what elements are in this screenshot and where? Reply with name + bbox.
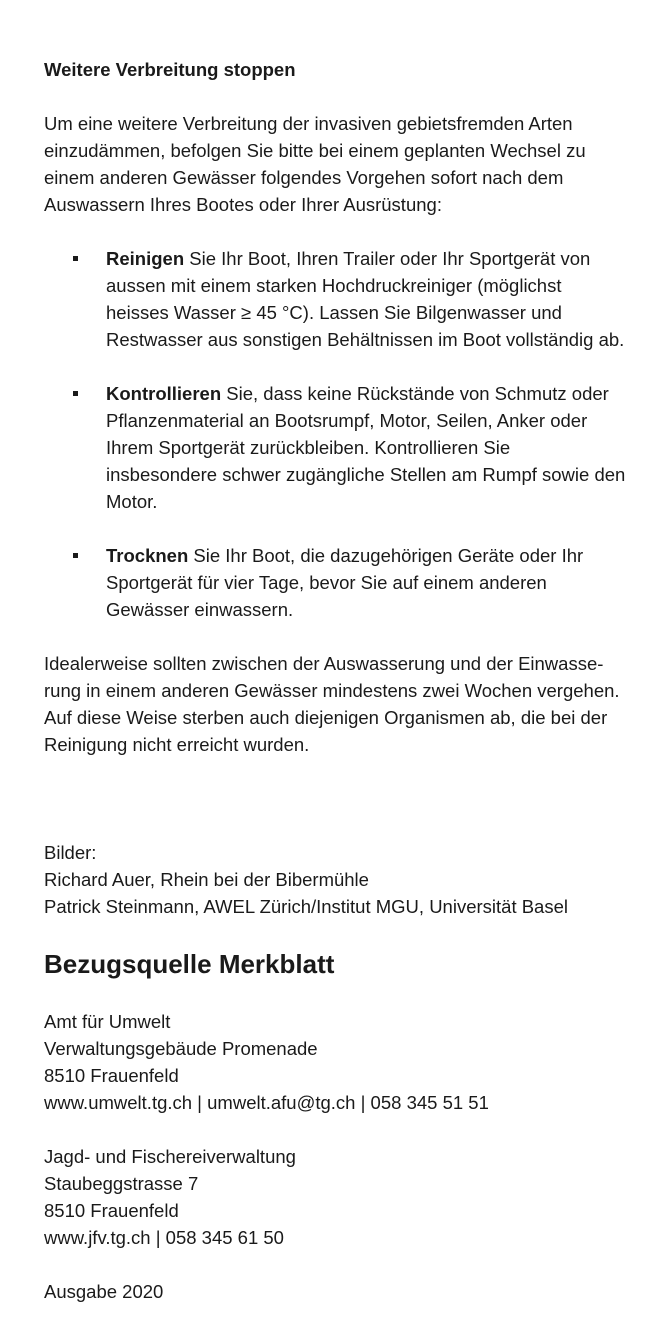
step-text: Sie Ihr Boot, Ihren Trailer oder Ihr Sportgerät von aussen mit einem starken Hochdruckreiniger (möglichst heisses Wasser ≥ 45 °C). Lassen Sie Bilgenwasser und Restwasser aus sonstigen Behältnissen im Boot vollständig ab. <box>106 248 625 350</box>
list-item-kontrollieren <box>44 380 626 515</box>
office-city: 8510 Frauenfeld <box>44 1065 179 1086</box>
office-contact: www.umwelt.tg.ch | umwelt.afu@tg.ch | 058 345 51 51 <box>44 1092 489 1113</box>
step-text: Sie Ihr Boot, die dazugehörigen Geräte oder Ihr Sportgerät für vier Tage, bevor Sie auf einem anderen Gewässer einwassern. <box>106 545 584 620</box>
office-name: Amt für Umwelt <box>44 1011 171 1032</box>
office-street: Staubeggstrasse 7 <box>44 1173 199 1194</box>
step-term: Trocknen <box>106 545 189 566</box>
address-block-jfv <box>44 1143 626 1251</box>
step-term: Kontrollieren <box>106 383 222 404</box>
bullet-square-icon <box>73 391 78 396</box>
step-text: Sie, dass keine Rückstände von Schmutz oder Pflanzenmaterial an Bootsrumpf, Motor, Seilen, Anker oder Ihrem Sportgerät zurückbleiben. Kontrollieren Sie insbesondere schwer zugängliche Stellen am Rumpf sowie den Motor. <box>106 383 626 512</box>
image-credits <box>44 839 626 920</box>
address-block-afu <box>44 1008 626 1116</box>
office-contact: www.jfv.tg.ch | 058 345 61 50 <box>44 1227 284 1248</box>
list-item-reinigen <box>44 245 626 353</box>
bullet-square-icon <box>73 553 78 558</box>
office-name: Jagd- und Fischereiverwaltung <box>44 1146 296 1167</box>
steps-list <box>44 245 626 623</box>
section-title: Weitere Verbreitung stoppen <box>44 59 296 80</box>
source-heading: Bezugsquelle Merkblatt <box>44 949 335 979</box>
edition-label: Ausgabe 2020 <box>44 1281 164 1302</box>
list-item-trocknen <box>44 542 626 623</box>
intro-paragraph: Um eine weitere Verbreitung der invasiven gebietsfremden Arten einzudämmen, befolgen Sie bitte bei einem geplanten Wechsel zu einem anderen Gewässer folgendes Vorgehen sofort nach dem Auswassern Ihres Bootes oder Ihrer Ausrüstung: <box>44 113 586 215</box>
office-city: 8510 Frauenfeld <box>44 1200 179 1221</box>
credit-line: Patrick Steinmann, AWEL Zürich/Institut MGU, Universität Basel <box>44 896 568 917</box>
step-term: Reinigen <box>106 248 185 269</box>
office-street: Verwaltungsgebäude Promenade <box>44 1038 318 1059</box>
credit-line: Richard Auer, Rhein bei der Bibermühle <box>44 869 369 890</box>
bullet-square-icon <box>73 256 78 261</box>
credits-label: Bilder: <box>44 842 97 863</box>
ideal-paragraph: Idealerweise sollten zwischen der Auswasserung und der Einwasse- rung in einem anderen Gewässer mindestens zwei Wochen vergehen. Auf diese Weise sterben auch diejenigen Organismen ab, die bei der Reinigung nicht erreicht wurden. <box>44 653 620 755</box>
